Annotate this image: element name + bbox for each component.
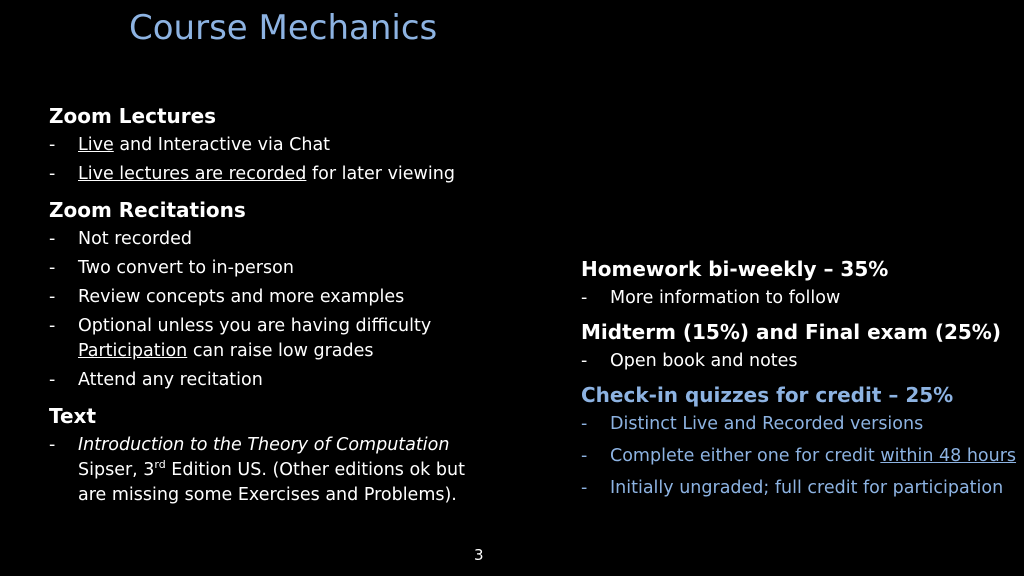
bullet-dash: - [49,370,56,390]
book-title: Introduction to the Theory of Computation [78,435,450,455]
bullet-dash: - [49,316,56,336]
item-text: Review concepts and more examples [78,287,405,307]
bullet-dash: - [581,478,588,498]
bullet-dash: - [49,229,56,249]
bullet-dash: - [581,414,588,434]
item-text: Initially ungraded; full credit for participation [610,478,1004,498]
item-text: Attend any recitation [78,370,263,390]
section-heading: Zoom Lectures [49,104,217,128]
bullet-list [581,349,1021,374]
section-heading: Homework bi-weekly – 35% [581,257,889,281]
zoom-lectures-section [49,103,519,187]
bullet-list [49,227,519,393]
list-item [49,133,519,158]
item-text: Not recorded [78,229,192,249]
section-heading: Check-in quizzes for credit – 25% [581,383,954,407]
list-item [581,349,1021,374]
bullet-list [49,433,519,508]
left-column [49,103,519,518]
list-item [581,286,1021,311]
superscript: rd [154,458,166,472]
section-heading: Text [49,404,97,428]
list-item [49,256,519,281]
list-item [49,433,519,508]
quizzes-section [581,382,1021,501]
right-column [581,256,1021,509]
list-item [49,285,519,310]
bullet-dash: - [49,435,56,455]
zoom-recitations-section [49,197,519,393]
list-item [581,412,1021,437]
text-section [49,403,519,508]
exams-section [581,319,1021,374]
slide-title: Course Mechanics [129,8,438,48]
item-text: can raise low grades [187,341,374,361]
bullet-list [581,412,1021,501]
item-text: Two convert to in-person [78,258,294,278]
homework-section [581,256,1021,311]
bullet-dash: - [49,135,56,155]
list-item [49,162,519,187]
item-text: Edition US. (Other editions ok but [165,460,465,480]
section-heading: Midterm (15%) and Final exam (25%) [581,320,1001,344]
item-text: Sipser, 3 [78,460,155,480]
bullet-dash: - [49,164,56,184]
underlined-text: within 48 hours [880,446,1017,466]
bullet-dash: - [49,258,56,278]
item-text: Optional unless you are having difficulty [78,316,432,336]
bullet-list [49,133,519,187]
list-item [49,368,519,393]
item-text: are missing some Exercises and Problems). [78,485,457,505]
page-number: 3 [474,546,484,564]
list-item [581,476,1021,501]
item-text: Open book and notes [610,351,798,371]
item-text: Distinct Live and Recorded versions [610,414,924,434]
underlined-text: Live lectures are recorded [78,164,307,184]
list-item [581,444,1021,469]
underlined-text: Live [78,135,114,155]
item-text: for later viewing [306,164,455,184]
item-text: Complete either one for credit [610,446,881,466]
list-item [49,227,519,252]
list-item [49,314,519,364]
item-text: and Interactive via Chat [113,135,331,155]
section-heading: Zoom Recitations [49,198,246,222]
bullet-dash: - [49,287,56,307]
item-text: More information to follow [610,288,841,308]
bullet-dash: - [581,351,588,371]
bullet-dash: - [581,446,588,466]
underlined-text: Participation [78,341,188,361]
bullet-dash: - [581,288,588,308]
bullet-list [581,286,1021,311]
